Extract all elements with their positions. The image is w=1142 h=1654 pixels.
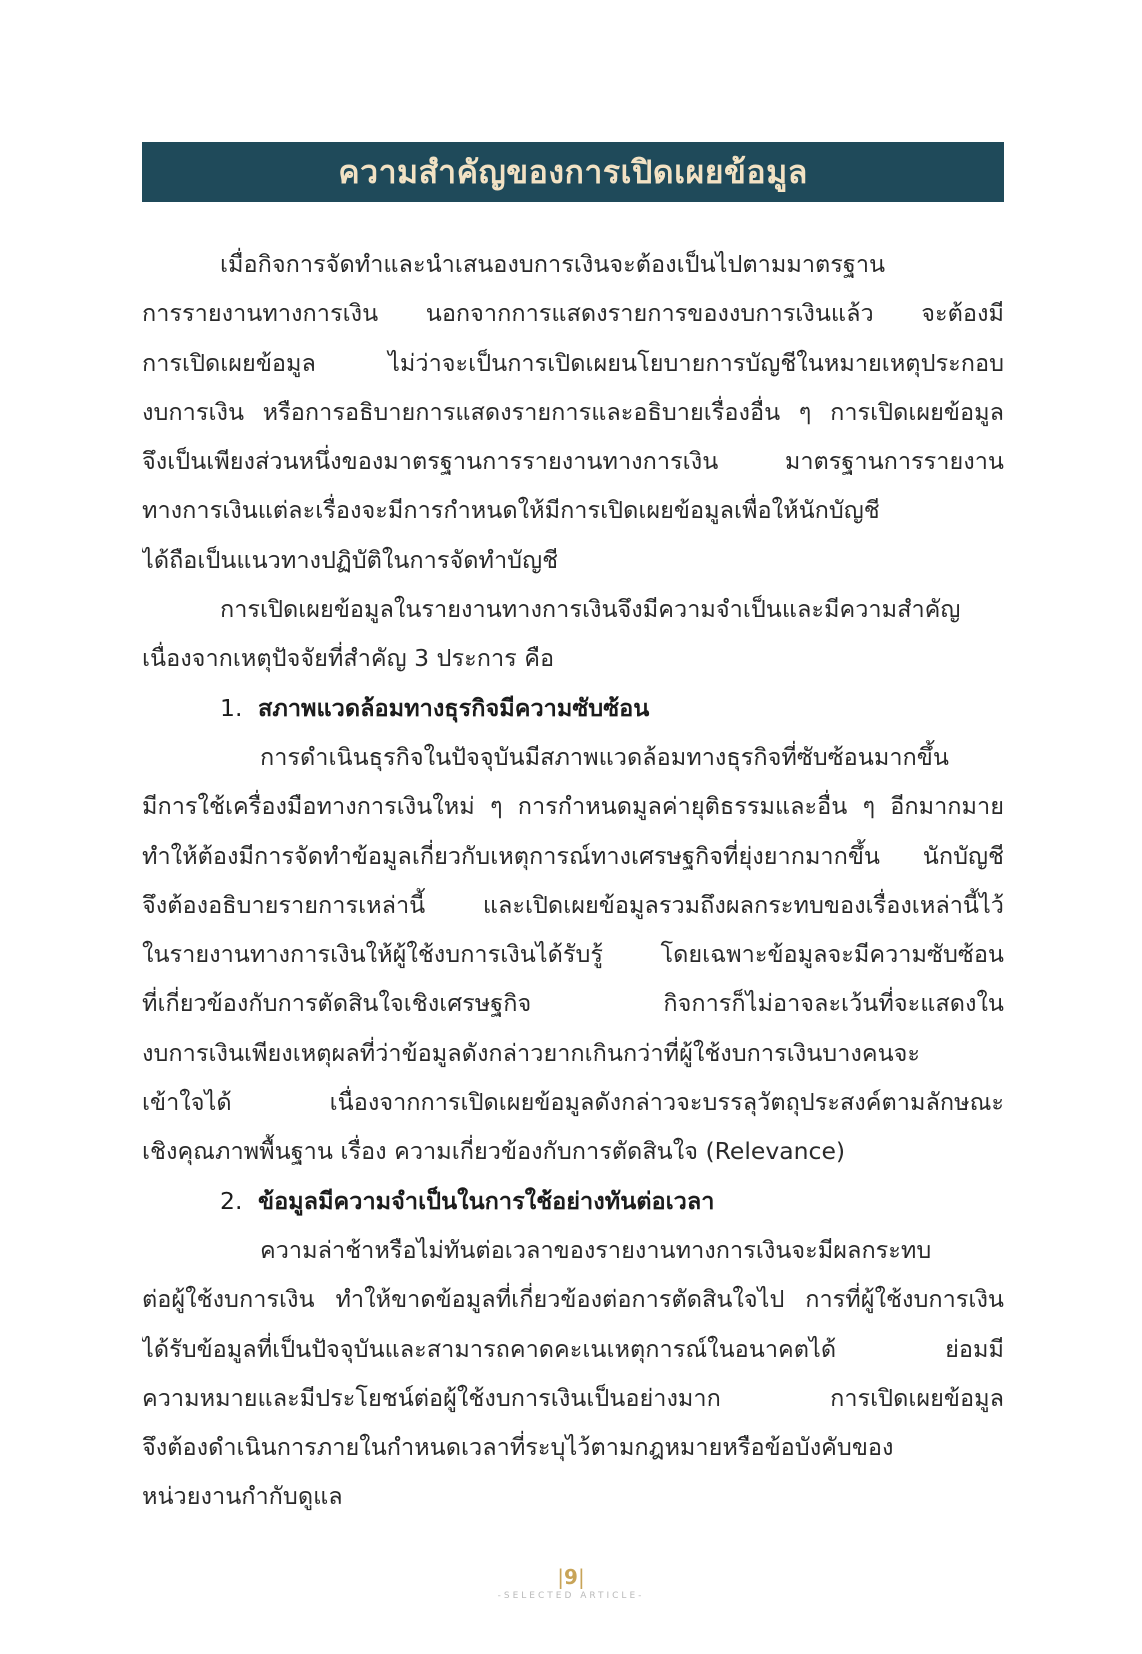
paragraph-line: การรายงานทางการเงิน นอกจากการแสดงรายการของงบการเงินแล้ว จะต้องมี (142, 299, 1004, 328)
paragraph-line: งบการเงินเพียงเหตุผลที่ว่าข้อมูลดังกล่าวยากเกินกว่าที่ผู้ใช้งบการเงินบางคนจะ (142, 1038, 921, 1067)
page-number: |9| (557, 1565, 585, 1589)
paragraph-line: ได้รับข้อมูลที่เป็นปัจจุบันและสามารถคาดคะเนเหตุการณ์ในอนาคตได้ ย่อมมี (142, 1334, 1004, 1363)
list-item-heading-text: ข้อมูลมีความจำเป็นในการใช้อย่างทันต่อเวลา (258, 1186, 715, 1215)
article-body (142, 240, 1004, 1522)
paragraph-line: จึงต้องอธิบายรายการเหล่านี้ และเปิดเผยข้อมูลรวมถึงผลกระทบของเรื่องเหล่านี้ไว้ (142, 890, 1004, 919)
paragraph-line: ทางการเงินแต่ละเรื่องจะมีการกำหนดให้มีการเปิดเผยข้อมูลเพื่อให้นักบัญชี (142, 496, 880, 525)
paragraph-line: ต่อผู้ใช้งบการเงิน ทำให้ขาดข้อมูลที่เกี่ยวข้องต่อการตัดสินใจไป การที่ผู้ใช้งบการเงิน (142, 1285, 1004, 1314)
article-label: -SELECTED ARTICLE- (497, 1591, 645, 1601)
paragraph-line: หน่วยงานกำกับดูแล (142, 1482, 343, 1511)
paragraph-line: เชิงคุณภาพพื้นฐาน เรื่อง ความเกี่ยวข้องกับการตัดสินใจ (Relevance) (142, 1137, 846, 1166)
list-item-number: 2. (220, 1186, 243, 1215)
paragraph-line: การเปิดเผยข้อมูลในรายงานทางการเงินจึงมีความจำเป็นและมีความสำคัญ (220, 595, 961, 624)
paragraph-line: ความล่าช้าหรือไม่ทันต่อเวลาของรายงานทางการเงินจะมีผลกระทบ (260, 1235, 932, 1264)
paragraph-line: ความหมายและมีประโยชน์ต่อผู้ใช้งบการเงินเป็นอย่างมาก การเปิดเผยข้อมูล (142, 1383, 1004, 1412)
page-number-value: 9 (564, 1565, 578, 1589)
paragraph-line: ได้ถือเป็นแนวทางปฏิบัติในการจัดทำบัญชี (142, 545, 559, 574)
paragraph-line: จึงต้องดำเนินการภายในกำหนดเวลาที่ระบุไว้ตามกฎหมายหรือข้อบังคับของ (142, 1433, 894, 1462)
paragraph-line: ทำให้ต้องมีการจัดทำข้อมูลเกี่ยวกับเหตุการณ์ทางเศรษฐกิจที่ยุ่งยากมากขึ้น นักบัญชี (142, 841, 1004, 870)
paragraph-line: เมื่อกิจการจัดทำและนำเสนองบการเงินจะต้องเป็นไปตามมาตรฐาน (220, 250, 886, 278)
paragraph-line: ที่เกี่ยวข้องกับการตัดสินใจเชิงเศรษฐกิจ กิจการก็ไม่อาจละเว้นที่จะแสดงใน (142, 989, 1004, 1018)
list-item-heading-2 (142, 1177, 1004, 1226)
paragraph-line: เข้าใจได้ เนื่องจากการเปิดเผยข้อมูลดังกล่าวจะบรรลุวัตถุประสงค์ตามลักษณะ (142, 1088, 1004, 1117)
list-item-heading-1 (142, 684, 1004, 733)
page-footer (0, 1565, 1142, 1601)
section-title: ความสำคัญของการเปิดเผยข้อมูล (338, 152, 808, 191)
paragraph-line: มีการใช้เครื่องมือทางการเงินใหม่ ๆ การกำหนดมูลค่ายุติธรรมและอื่น ๆ อีกมากมาย (142, 792, 1004, 821)
section-title-bar (142, 142, 1004, 202)
paragraph-line: การเปิดเผยข้อมูล ไม่ว่าจะเป็นการเปิดเผยนโยบายการบัญชีในหมายเหตุประกอบ (142, 348, 1004, 377)
paragraph-line: เนื่องจากเหตุปัจจัยที่สำคัญ 3 ประการ คือ (142, 644, 555, 673)
list-item-number: 1. (220, 693, 243, 722)
paragraph-line: การดำเนินธุรกิจในปัจจุบันมีสภาพแวดล้อมทางธุรกิจที่ซับซ้อนมากขึ้น (260, 742, 949, 771)
list-item-heading-text: สภาพแวดล้อมทางธุรกิจมีความซับซ้อน (258, 693, 650, 722)
paragraph-line: จึงเป็นเพียงส่วนหนึ่งของมาตรฐานการรายงานทางการเงิน มาตรฐานการรายงาน (142, 447, 1004, 476)
paragraph-line: ในรายงานทางการเงินให้ผู้ใช้งบการเงินได้รับรู้ โดยเฉพาะข้อมูลจะมีความซับซ้อน (142, 940, 1004, 969)
paragraph-line: งบการเงิน หรือการอธิบายการแสดงรายการและอธิบายเรื่องอื่น ๆ การเปิดเผยข้อมูล (142, 397, 1004, 426)
